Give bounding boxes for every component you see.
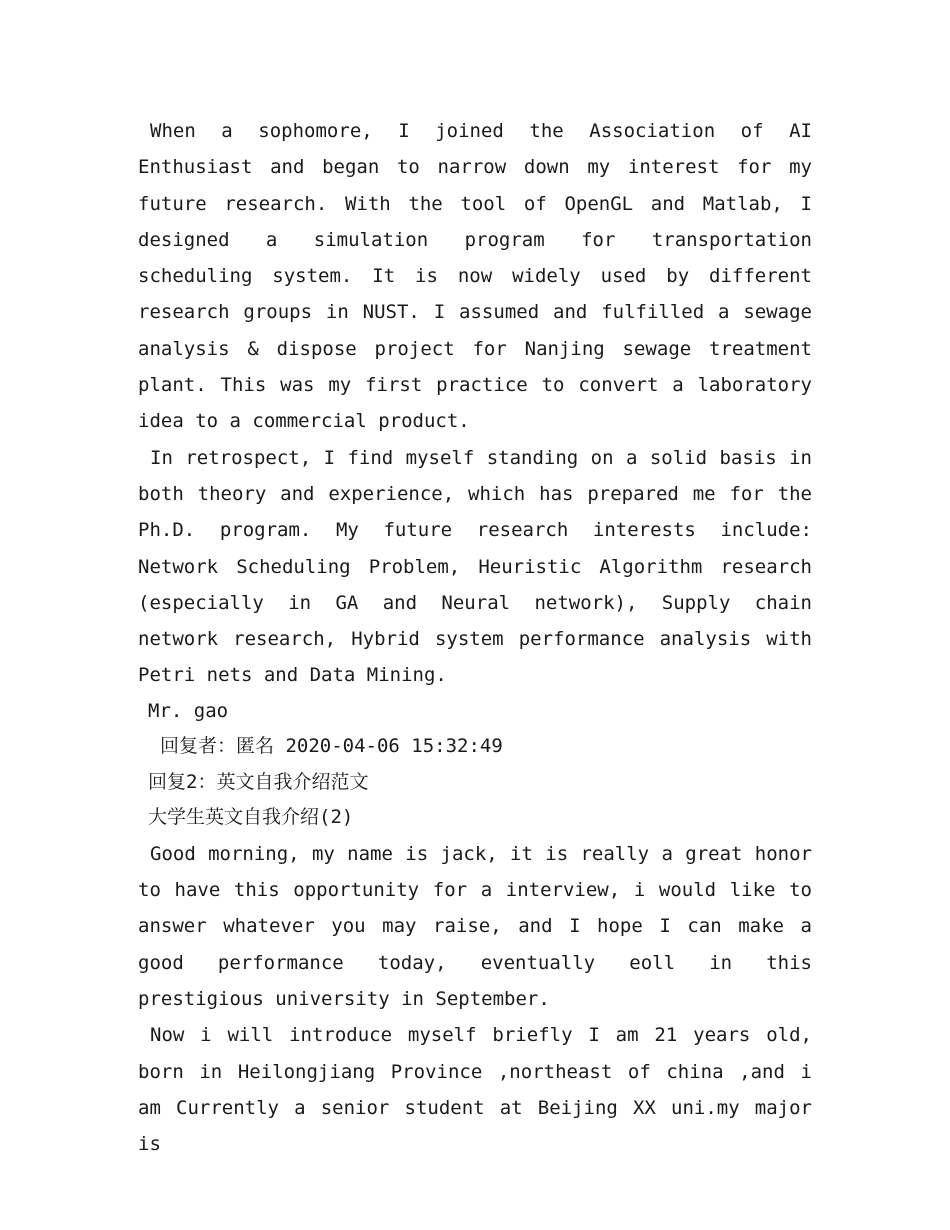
document-page: [138, 113, 812, 1162]
reply-title: 回复2：英文自我介绍范文: [148, 770, 369, 793]
signature: Mr. gao: [148, 699, 229, 722]
paragraph-retrospect: In retrospect, I find myself standing on a solid basis in both theory and experience, which has prepared me for the Ph.D. program. My future research interests include: Network Scheduling Problem, Heuristic Algorithm research (especially in GA and Neural network), Supply chain network research, Hybrid system performance analysis with Petri nets and Data Mining.: [138, 446, 812, 687]
section-subtitle: 大学生英文自我介绍(2): [148, 806, 354, 829]
paragraph-introduction: Now i will introduce myself briefly I am 21 years old, born in Heilongjiang Province ,northeast of china ,and i am Currently a senior student at Beijing XX uni.my major is: [138, 1024, 812, 1156]
reply-meta: 回复者：匿名 2020-04-06 15:32:49: [160, 735, 503, 758]
paragraph-greeting: Good morning, my name is jack, it is really a great honor to have this opportunity for a interview, i would like to answer whatever you may raise, and I hope I can make a good performance today, eventually eoll in this prestigious university in September.: [138, 842, 812, 1010]
paragraph-research-experience: When a sophomore, I joined the Association of AI Enthusiast and began to narrow down my interest for my future research. With the tool of OpenGL and Matlab, I designed a simulation program for transportation scheduling system. It is now widely used by different research groups in NUST. I assumed and fulfilled a sewage analysis & dispose project for Nanjing sewage treatment plant. This was my first practice to convert a laboratory idea to a commercial product.: [138, 120, 812, 433]
